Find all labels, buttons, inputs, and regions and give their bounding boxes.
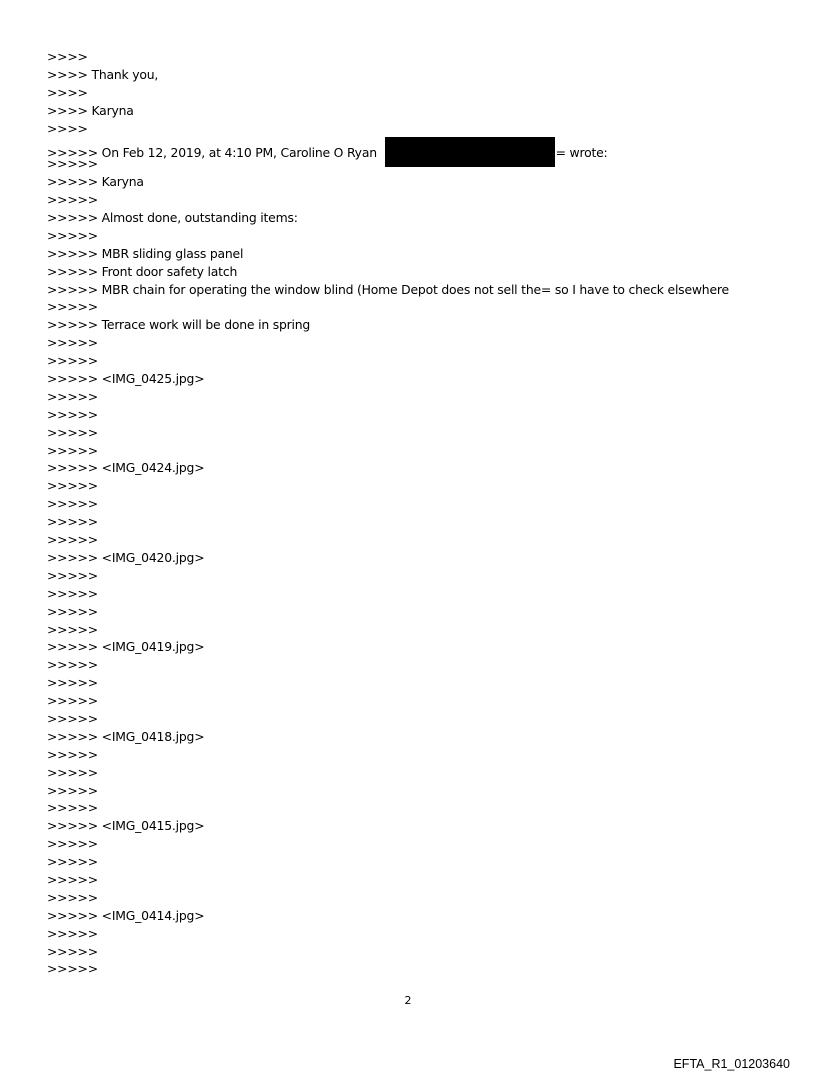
email-line: >>>>> — [47, 406, 98, 422]
email-line: >>>>> — [47, 800, 98, 816]
page-number: 2 — [404, 994, 412, 1007]
bates-number: EFTA_R1_01203640 — [673, 1057, 790, 1071]
email-line: >>>> Karyna — [47, 102, 134, 118]
email-line: >>>>> — [47, 478, 98, 494]
email-line: >>>>> — [47, 156, 98, 172]
email-line: >>>>> <IMG_0424.jpg> — [47, 460, 205, 476]
email-line: >>>>> — [47, 871, 98, 887]
email-line: >>>> — [47, 84, 88, 100]
email-line: >>>>> Front door safety latch — [47, 263, 238, 279]
email-line: >>>>> — [47, 424, 98, 440]
email-line: >>>>> — [47, 657, 98, 673]
email-line: >>>>> <IMG_0418.jpg> — [47, 728, 205, 744]
email-line: >>>>> — [47, 353, 98, 369]
redaction-box — [385, 137, 555, 167]
email-line: >>>>> — [47, 836, 98, 852]
email-line: >>>>> MBR sliding glass panel — [47, 245, 244, 261]
email-line: >>>>> <IMG_0414.jpg> — [47, 907, 205, 923]
email-line: >>>>> Terrace work will be done in spring — [47, 317, 311, 333]
email-line: >>>>> <IMG_0425.jpg> — [47, 371, 205, 387]
email-body — [47, 48, 747, 978]
email-line-text: >>>>> On Feb 12, 2019, at 4:10 PM, Caroline O Ryan — [47, 145, 381, 161]
email-line: >>>>> — [47, 961, 98, 977]
email-line: >>>>> — [47, 746, 98, 762]
email-line: >>>>> — [47, 192, 98, 208]
email-line: >>>>> <IMG_0419.jpg> — [47, 639, 205, 655]
email-line: >>>> Thank you, — [47, 66, 159, 82]
email-line: >>>>> — [47, 621, 98, 637]
email-line: >>>>> — [47, 675, 98, 691]
email-line: >>>>> <IMG_0415.jpg> — [47, 818, 205, 834]
email-line: >>>>> — [47, 532, 98, 548]
email-line: >>>> — [47, 49, 88, 64]
email-line: >>>>> — [47, 388, 98, 404]
email-line: >>>>> Karyna — [47, 174, 144, 190]
email-line: >>>>> — [47, 889, 98, 905]
email-line-text: = wrote: — [555, 145, 608, 161]
email-line: >>>>> — [47, 710, 98, 726]
email-line: >>>>> — [47, 335, 98, 351]
email-line: >>>>> — [47, 442, 98, 458]
email-line: >>>>> — [47, 585, 98, 601]
email-line: >>>>> — [47, 764, 98, 780]
email-line: >>>>> — [47, 854, 98, 870]
email-line — [47, 137, 747, 161]
email-line: >>>>> — [47, 782, 98, 798]
email-line: >>>>> <IMG_0420.jpg> — [47, 549, 205, 565]
email-line: >>>>> — [47, 603, 98, 619]
email-line: >>>>> — [47, 514, 98, 530]
email-line: >>>>> Almost done, outstanding items: — [47, 210, 298, 226]
email-line: >>>>> — [47, 943, 98, 959]
email-line: >>>>> — [47, 227, 98, 243]
email-line: >>>>> — [47, 693, 98, 709]
email-line: >>>>> — [47, 299, 98, 315]
email-line: >>>>> MBR chain for operating the window blind (Home Depot does not sell the= so I have to check elsewhere — [47, 281, 729, 297]
email-line: >>>>> — [47, 925, 98, 941]
email-line: >>>>> — [47, 496, 98, 512]
email-line: >>>>> — [47, 567, 98, 583]
email-line: >>>> — [47, 120, 88, 136]
